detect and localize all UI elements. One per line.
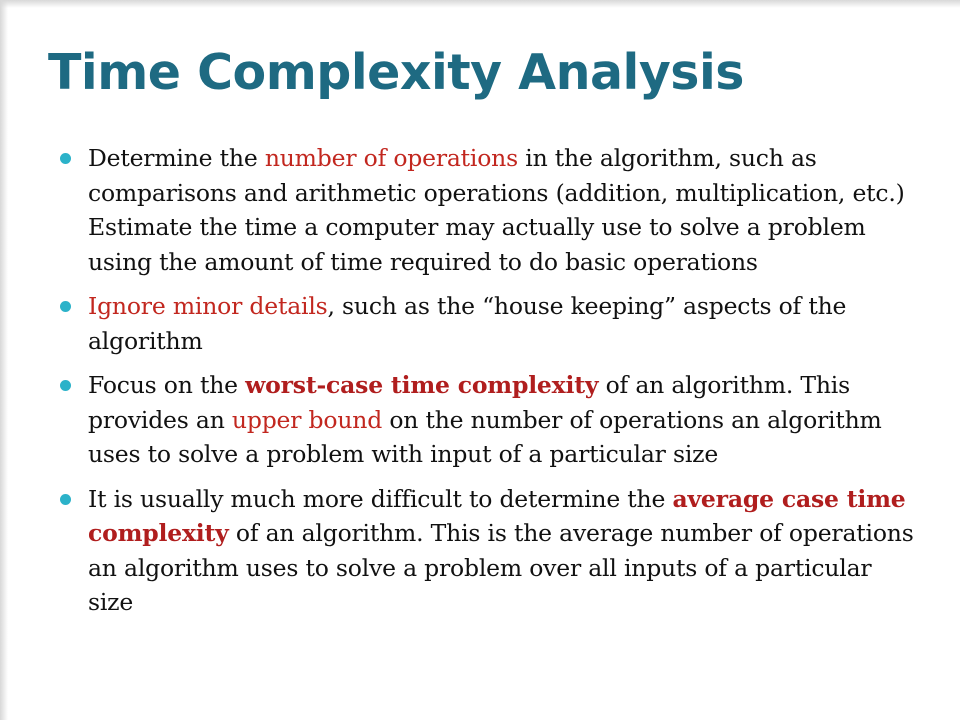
round-bullet-icon	[60, 153, 71, 164]
bullet-text: , such as the “house keeping” aspects of the algorithm	[88, 292, 847, 355]
highlight-upper-bound: upper bound	[231, 405, 383, 434]
bullet-text: of an algorithm. This provides an	[88, 371, 850, 434]
slide-left-shadow	[0, 0, 8, 720]
bullet-item-operations	[60, 141, 920, 279]
bullet-item-average-case	[60, 482, 920, 620]
bullet-item-minor-details	[60, 289, 920, 358]
slide-top-shadow	[0, 0, 960, 8]
round-bullet-icon	[60, 380, 71, 391]
bullet-text: of an algorithm. This is the average number of operations an algorithm uses to solve a problem over all inputs of a particular size	[88, 519, 914, 616]
highlight-average-case: average case time complexity	[88, 484, 906, 547]
round-bullet-icon	[60, 494, 71, 505]
bullet-text: on the number of operations an algorithm uses to solve a problem with input of a particular size	[88, 405, 882, 468]
bullet-text: It is usually much more difficult to determine the	[88, 484, 673, 513]
bullet-list	[60, 141, 920, 630]
bullet-item-worst-case	[60, 368, 920, 472]
highlight-ignore-minor-details: Ignore minor details	[88, 292, 328, 320]
highlight-worst-case: worst-case time complexity	[245, 371, 599, 399]
round-bullet-icon	[60, 301, 71, 312]
slide-title: Time Complexity Analysis	[48, 44, 744, 101]
highlight-number-of-operations: number of operations	[264, 144, 518, 172]
bullet-text: Determine the	[88, 144, 265, 172]
bullet-text: Focus on the	[88, 371, 246, 399]
bullet-text: in the algorithm, such as comparisons and arithmetic operations (addition, multiplication, etc.) Estimate the time a computer may actually use to solve a problem using the amount of time required to do basic operations	[88, 144, 905, 276]
